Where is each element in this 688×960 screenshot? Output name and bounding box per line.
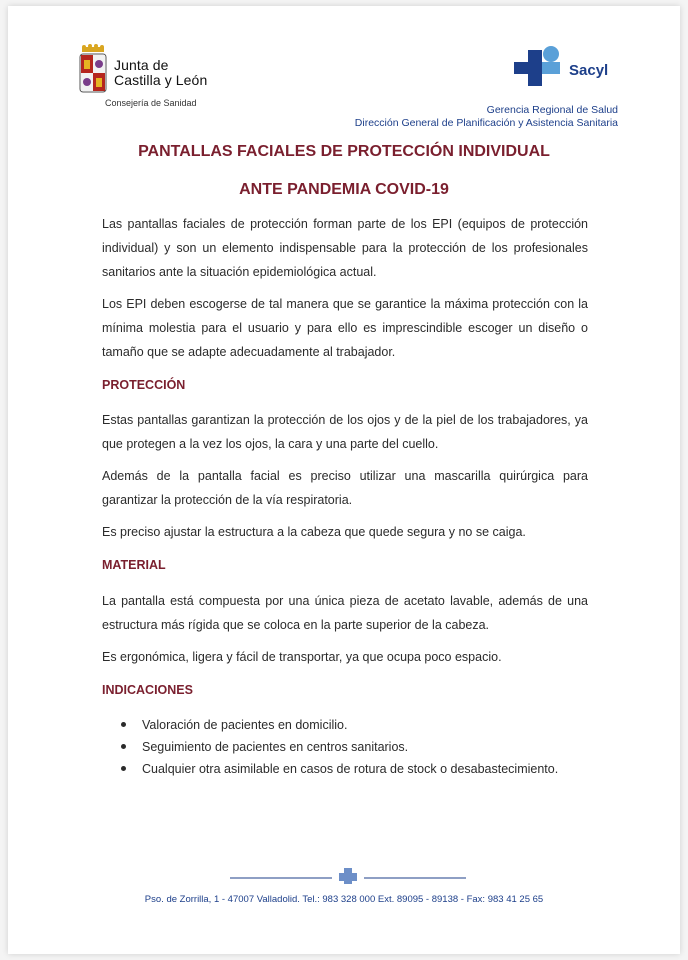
list-item-text: Seguimiento de pacientes en centros sanitarios. <box>142 740 409 754</box>
cross-icon <box>339 868 357 884</box>
crown-icon <box>82 44 104 52</box>
indicaciones-list <box>118 714 558 780</box>
lion-icon <box>83 78 91 86</box>
section-heading-indicaciones: INDICACIONES <box>102 683 193 697</box>
lion-icon <box>95 60 103 68</box>
list-item-text: Valoración de pacientes en domicilio. <box>142 718 348 732</box>
gerencia-block <box>355 104 618 129</box>
list-item <box>118 736 558 758</box>
proteccion-paragraph: Además de la pantalla facial es preciso utilizar una mascarilla quirúrgica para garantizar la protección de la vía respiratoria. <box>102 469 588 507</box>
material-paragraph: Es ergonómica, ligera y fácil de transportar, ya que ocupa poco espacio. <box>102 650 502 664</box>
jcyl-name <box>114 58 207 88</box>
bullet-icon <box>121 744 126 749</box>
jcyl-line2: Castilla y León <box>114 72 208 88</box>
jcyl-logo <box>76 44 246 114</box>
gerencia-line1: Gerencia Regional de Salud <box>486 104 618 116</box>
section-heading-material: MATERIAL <box>102 558 166 572</box>
jcyl-department: Consejería de Sanidad <box>105 98 197 108</box>
gerencia-line2: Dirección General de Planificación y Asistencia Sanitaria <box>354 116 618 129</box>
section-heading-proteccion: PROTECCIÓN <box>102 378 186 392</box>
document-page <box>8 6 680 954</box>
list-item-text: Cualquier otra asimilable en casos de rotura de stock o desabastecimiento. <box>142 762 559 776</box>
intro-paragraph: Los EPI deben escogerse de tal manera que se garantice la máxima protección con la mínima molestia para el usuario y para ello es imprescindible escoger un diseño o tamaño que se adapte adecuadamente al trabajador. <box>102 297 588 359</box>
bullet-icon <box>121 766 126 771</box>
material-paragraph: La pantalla está compuesta por una única pieza de acetato lavable, además de una estructura más rígida que se coloca en la parte superior de la cabeza. <box>102 594 588 632</box>
document-title-line2: ANTE PANDEMIA COVID-19 <box>239 181 449 198</box>
sacyl-logo <box>512 44 632 94</box>
document-title-line1: PANTALLAS FACIALES DE PROTECCIÓN INDIVIDUAL <box>138 143 550 160</box>
list-item <box>118 714 558 736</box>
footer-address: Pso. de Zorrilla, 1 - 47007 Valladolid. Tel.: 983 328 000 Ext. 89095 - 89138 - Fax: 983 41 25 65 <box>144 894 544 905</box>
bullet-icon <box>121 722 126 727</box>
jcyl-line1: Junta de <box>114 57 169 73</box>
footer-divider <box>230 864 466 884</box>
proteccion-paragraph: Es preciso ajustar la estructura a la cabeza que quede segura y no se caiga. <box>102 525 526 539</box>
intro-paragraph: Las pantallas faciales de protección forman parte de los EPI (equipos de protección individual) y son un elemento indispensable para la protección de los profesionales sanitarios ante la situación epidemiológica actual. <box>102 217 588 279</box>
list-item <box>118 758 558 780</box>
crest-icon <box>76 44 110 96</box>
proteccion-paragraph: Estas pantallas garantizan la protección de los ojos y de la piel de los trabajadores, ya que protegen a la vez los ojos, la cara y una parte del cuello. <box>102 413 588 451</box>
sacyl-wordmark: Sacyl <box>569 62 609 79</box>
cross-icon <box>512 44 568 86</box>
